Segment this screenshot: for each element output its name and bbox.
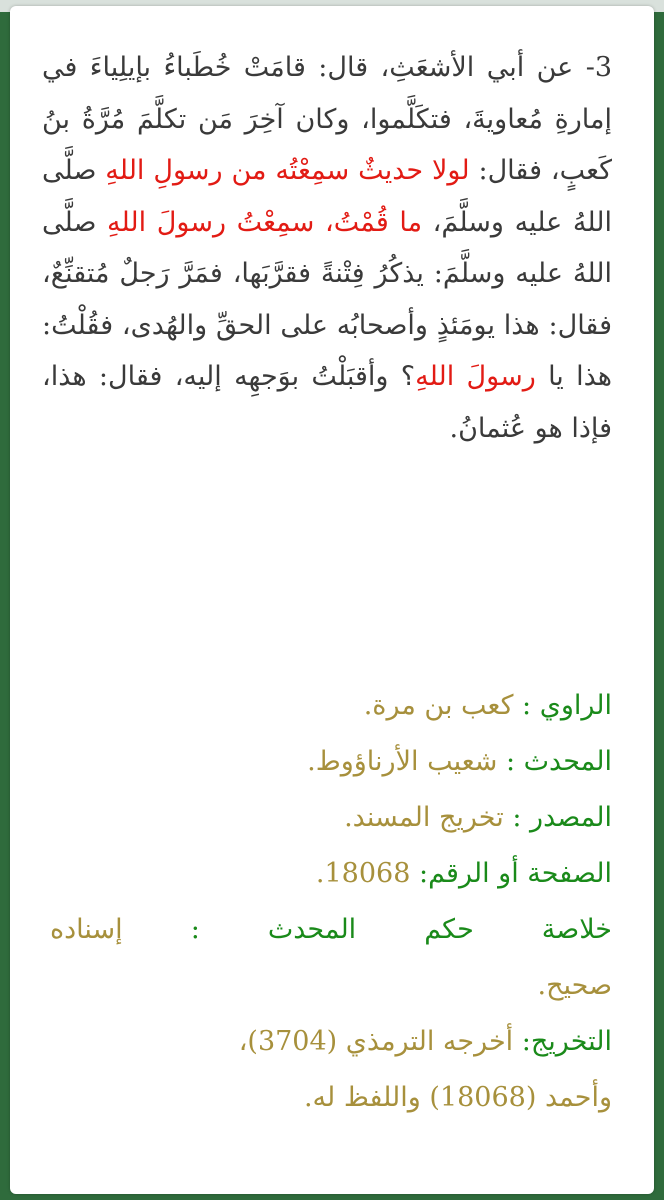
ruling-row (50, 902, 612, 958)
takhrij-label: التخريج: (513, 1026, 612, 1057)
source-row (50, 790, 612, 846)
narrator-label: الراوي : (513, 690, 612, 721)
page-number-row (50, 846, 612, 902)
ruling-value-part-2: صحيح. (537, 970, 612, 1001)
hadith-number: 3- (585, 52, 612, 83)
ruling-value-part-1: إسناده (50, 914, 123, 945)
hadith-metadata (50, 678, 612, 1126)
narrator-value: كعب بن مرة. (363, 690, 514, 721)
ruling-continuation-row (50, 958, 612, 1014)
ruling-label-word-2: حكم (424, 914, 474, 945)
hadith-segment-4: ؟ وأقبَلْتُ بوَجهِه إليه، فقال: هذا، فإذا هو عُثمانُ. (42, 361, 612, 444)
prophet-speech-2: ما قُمْتُ، سمِعْتُ رسولَ اللهِ (107, 206, 423, 238)
hadith-segment-1: عن أبي الأشعَثِ، قال: قامَتْ خُطَباءُ بإيلِياءَ في إمارةِ مُعاويةَ، فتكَلَّموا، وكان آخِرَ مَن تكلَّمَ مُرَّةُ بنُ كَعبٍ، فقال: (42, 52, 612, 186)
scholar-label: المحدث : (497, 746, 612, 777)
hadith-card (10, 6, 654, 1194)
hadith-segment-3: صلَّى اللهُ عليه وسلَّمَ: يذكُرُ فِتْنةً فقرَّبَها، فمَرَّ رَجلٌ مُتقنِّعٌ، فقال: هذا يومَئذٍ وأصحابُه على الحقِّ والهُدى، فقُلْتُ: هذا يا (42, 206, 613, 392)
hadith-text (42, 42, 612, 454)
scholar-row (50, 734, 612, 790)
prophet-speech-3: رسولَ اللهِ (415, 361, 536, 392)
takhrij-row (50, 1014, 612, 1070)
page-number-value: 18068. (315, 858, 411, 889)
ruling-label-word-1: خلاصة (541, 914, 612, 945)
takhrij-value-line-1: أخرجه الترمذي (3704)، (238, 1026, 514, 1057)
source-label: المصدر : (503, 802, 612, 833)
ruling-colon: : (190, 914, 200, 945)
hadith-segment-2: صلَّى اللهُ عليه وسلَّمَ، (42, 155, 612, 238)
scholar-value: شعيب الأرناؤوط. (307, 746, 498, 777)
takhrij-value-line-2: وأحمد (18068) واللفظ له. (303, 1082, 612, 1113)
page-number-label: الصفحة أو الرقم: (410, 858, 612, 889)
ruling-label-word-3: المحدث (267, 914, 357, 945)
prophet-speech-1: لولا حديثٌ سمِعْتُه من رسولِ اللهِ (105, 155, 470, 186)
takhrij-continuation-row (50, 1070, 612, 1126)
narrator-row (50, 678, 612, 734)
source-value: تخريج المسند. (344, 802, 504, 833)
